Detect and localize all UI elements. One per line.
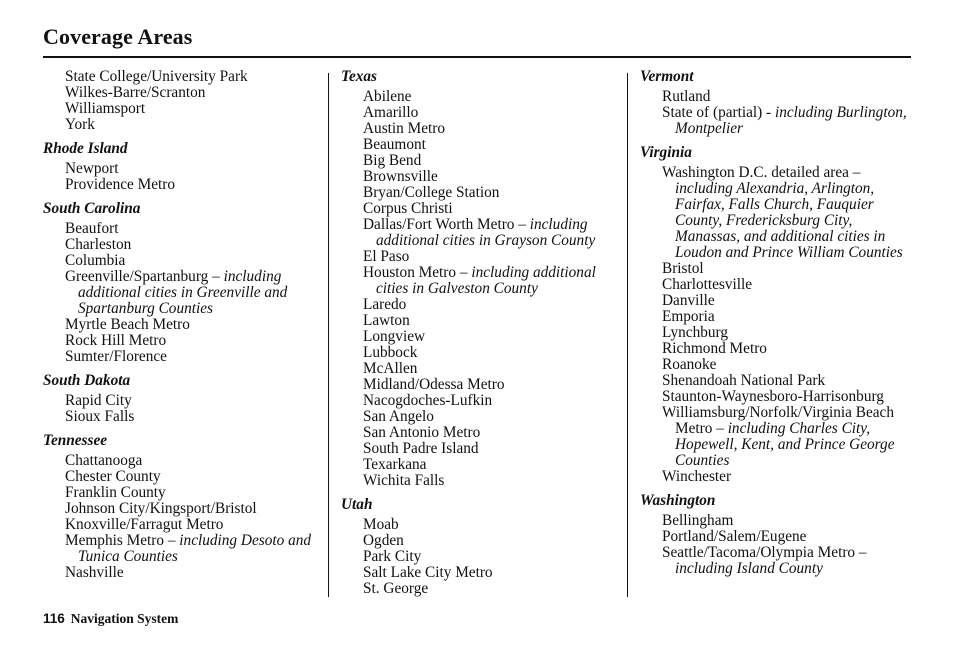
city-list-item	[640, 261, 915, 277]
city-list-item	[640, 513, 915, 529]
page-number: 116	[43, 611, 65, 626]
city-name: San Antonio Metro	[363, 424, 481, 441]
city-list-item	[341, 549, 623, 565]
city-name: Columbia	[65, 252, 126, 269]
city-name: Franklin County	[65, 484, 166, 501]
city-name: Amarillo	[363, 104, 419, 121]
city-list-item	[640, 469, 915, 485]
city-list-item	[43, 501, 323, 517]
city-list-item	[640, 529, 915, 545]
city-name: Rock Hill Metro	[65, 332, 167, 349]
city-name: Longview	[363, 328, 426, 345]
city-list-item	[640, 293, 915, 309]
page-footer	[43, 611, 178, 627]
city-list-item	[43, 117, 323, 133]
city-list-item	[43, 85, 323, 101]
city-name: Beaufort	[65, 220, 119, 237]
city-name: Myrtle Beach Metro	[65, 316, 190, 333]
city-list-item	[640, 545, 915, 577]
city-list-item	[43, 221, 323, 237]
city-name: Danville	[662, 292, 715, 309]
city-name: Corpus Christi	[363, 200, 453, 217]
city-name: Portland/Salem/Eugene	[662, 528, 807, 545]
city-name: Midland/Odessa Metro	[363, 376, 505, 393]
city-name: Houston Metro –	[363, 264, 472, 281]
state-heading: Texas	[341, 68, 377, 85]
city-list-item	[341, 565, 623, 581]
city-list-item	[341, 201, 623, 217]
city-list-item	[341, 249, 623, 265]
city-list-item	[341, 137, 623, 153]
city-name: Lawton	[363, 312, 410, 329]
state-heading: Vermont	[640, 68, 694, 85]
city-list-item	[43, 177, 323, 193]
city-list-item	[341, 89, 623, 105]
city-list-item	[640, 89, 915, 105]
city-name: State of (partial) -	[662, 104, 775, 121]
city-list-item	[640, 277, 915, 293]
city-note: including Alexandria, Arlington, Fairfax, Falls Church, Fauquier County, Fredericksburg City, Manassas, and additional cities in Loudon and Prince William Counties	[675, 180, 903, 261]
city-list-item	[43, 333, 323, 349]
city-name: Abilene	[363, 88, 412, 105]
page-title: Coverage Areas	[43, 24, 193, 49]
city-name: St. George	[363, 580, 429, 597]
city-name: Moab	[363, 516, 399, 533]
city-name: Washington D.C. detailed area –	[662, 164, 861, 181]
city-name: Rutland	[662, 88, 711, 105]
city-list-item	[640, 357, 915, 373]
city-name: Emporia	[662, 308, 715, 325]
city-list-item	[640, 373, 915, 389]
city-name: Bristol	[662, 260, 704, 277]
city-name: Wilkes-Barre/Scranton	[65, 84, 206, 101]
city-note: including additional cities in Galveston County	[376, 264, 596, 297]
city-list-item	[640, 405, 915, 469]
city-name: Sioux Falls	[65, 408, 135, 425]
column-divider-1	[328, 73, 329, 597]
city-name: Knoxville/Farragut Metro	[65, 516, 224, 533]
city-list-item	[43, 349, 323, 365]
city-list-item	[341, 121, 623, 137]
city-list-item	[640, 389, 915, 405]
coverage-column-3	[640, 69, 915, 577]
coverage-column-1	[43, 69, 323, 581]
city-name: Sumter/Florence	[65, 348, 167, 365]
city-name: Greenville/Spartanburg –	[65, 268, 224, 285]
city-note: including additional cities in Greenville and Spartanburg Counties	[78, 268, 288, 317]
city-list-item	[43, 409, 323, 425]
city-name: Rapid City	[65, 392, 132, 409]
city-name: State College/University Park	[65, 68, 248, 85]
city-note: including additional cities in Grayson County	[376, 216, 596, 249]
city-list-item	[43, 69, 323, 85]
city-name: Big Bend	[363, 152, 422, 169]
city-name: Staunton-Waynesboro-Harrisonburg	[662, 388, 884, 405]
city-name: South Padre Island	[363, 440, 479, 457]
city-name: San Angelo	[363, 408, 434, 425]
state-heading: Virginia	[640, 144, 692, 161]
city-name: McAllen	[363, 360, 418, 377]
city-name: Richmond Metro	[662, 340, 767, 357]
city-list-item	[640, 341, 915, 357]
city-list-item	[341, 105, 623, 121]
city-name: Lubbock	[363, 344, 418, 361]
city-name: Brownsville	[363, 168, 438, 185]
city-note: including Desoto and Tunica Counties	[78, 532, 312, 565]
city-name: Park City	[363, 548, 422, 565]
column-divider-2	[627, 73, 628, 597]
city-list-item	[43, 237, 323, 253]
city-name: Lynchburg	[662, 324, 728, 341]
city-name: Bryan/College Station	[363, 184, 500, 201]
city-name: Chattanooga	[65, 452, 143, 469]
city-note: including Island County	[675, 560, 823, 577]
city-name: Nacogdoches-Lufkin	[363, 392, 493, 409]
city-name: Johnson City/Kingsport/Bristol	[65, 500, 257, 517]
city-list-item	[341, 409, 623, 425]
city-list-item	[341, 297, 623, 313]
city-name: Charleston	[65, 236, 132, 253]
city-list-item	[341, 265, 623, 297]
coverage-column-2	[341, 69, 623, 597]
city-list-item	[43, 453, 323, 469]
state-heading: Rhode Island	[43, 140, 128, 157]
city-list-item	[341, 169, 623, 185]
city-name: Bellingham	[662, 512, 734, 529]
city-list-item	[341, 313, 623, 329]
state-heading: Tennessee	[43, 432, 108, 449]
city-name: York	[65, 116, 95, 133]
city-name: Dallas/Fort Worth Metro –	[363, 216, 530, 233]
city-list-item	[43, 269, 323, 317]
city-name: Austin Metro	[363, 120, 446, 137]
city-list-item	[341, 457, 623, 473]
city-name: Seattle/Tacoma/Olympia Metro –	[662, 544, 867, 561]
city-list-item	[640, 165, 915, 261]
footer-label: Navigation System	[70, 611, 179, 626]
city-name: Winchester	[662, 468, 732, 485]
city-list-item	[43, 317, 323, 333]
city-name: Chester County	[65, 468, 161, 485]
city-list-item	[341, 185, 623, 201]
state-heading: South Dakota	[43, 372, 131, 389]
city-list-item	[341, 153, 623, 169]
state-heading: Washington	[640, 492, 716, 509]
city-name: Texarkana	[363, 456, 427, 473]
city-list-item	[341, 425, 623, 441]
city-name: Providence Metro	[65, 176, 176, 193]
city-list-item	[341, 217, 623, 249]
city-name: Memphis Metro –	[65, 532, 180, 549]
city-note: including Charles City, Hopewell, Kent, and Prince George Counties	[675, 420, 895, 469]
city-list-item	[341, 473, 623, 489]
city-list-item	[341, 581, 623, 597]
city-name: Laredo	[363, 296, 407, 313]
city-name: Williamsburg/Norfolk/Virginia Beach Metro –	[662, 404, 894, 437]
city-list-item	[341, 517, 623, 533]
city-list-item	[640, 325, 915, 341]
city-list-item	[43, 253, 323, 269]
city-name: Charlottesville	[662, 276, 753, 293]
state-heading: Utah	[341, 496, 373, 513]
city-list-item	[341, 345, 623, 361]
city-list-item	[341, 441, 623, 457]
city-name: Newport	[65, 160, 119, 177]
city-list-item	[43, 101, 323, 117]
city-list-item	[341, 377, 623, 393]
city-list-item	[43, 517, 323, 533]
city-list-item	[341, 533, 623, 549]
city-list-item	[43, 485, 323, 501]
city-name: Shenandoah National Park	[662, 372, 826, 389]
city-list-item	[640, 105, 915, 137]
city-list-item	[341, 329, 623, 345]
city-name: Williamsport	[65, 100, 146, 117]
city-note: including Burlington, Montpelier	[675, 104, 907, 137]
city-name: Ogden	[363, 532, 404, 549]
city-list-item	[43, 565, 323, 581]
city-name: Nashville	[65, 564, 124, 581]
city-list-item	[43, 393, 323, 409]
city-list-item	[43, 533, 323, 565]
city-list-item	[341, 393, 623, 409]
city-name: Wichita Falls	[363, 472, 445, 489]
city-list-item	[43, 469, 323, 485]
city-name: El Paso	[363, 248, 410, 265]
city-list-item	[640, 309, 915, 325]
city-name: Roanoke	[662, 356, 717, 373]
city-name: Salt Lake City Metro	[363, 564, 493, 581]
city-list-item	[43, 161, 323, 177]
city-list-item	[341, 361, 623, 377]
state-heading: South Carolina	[43, 200, 141, 217]
city-name: Beaumont	[363, 136, 426, 153]
title-rule	[43, 56, 911, 58]
